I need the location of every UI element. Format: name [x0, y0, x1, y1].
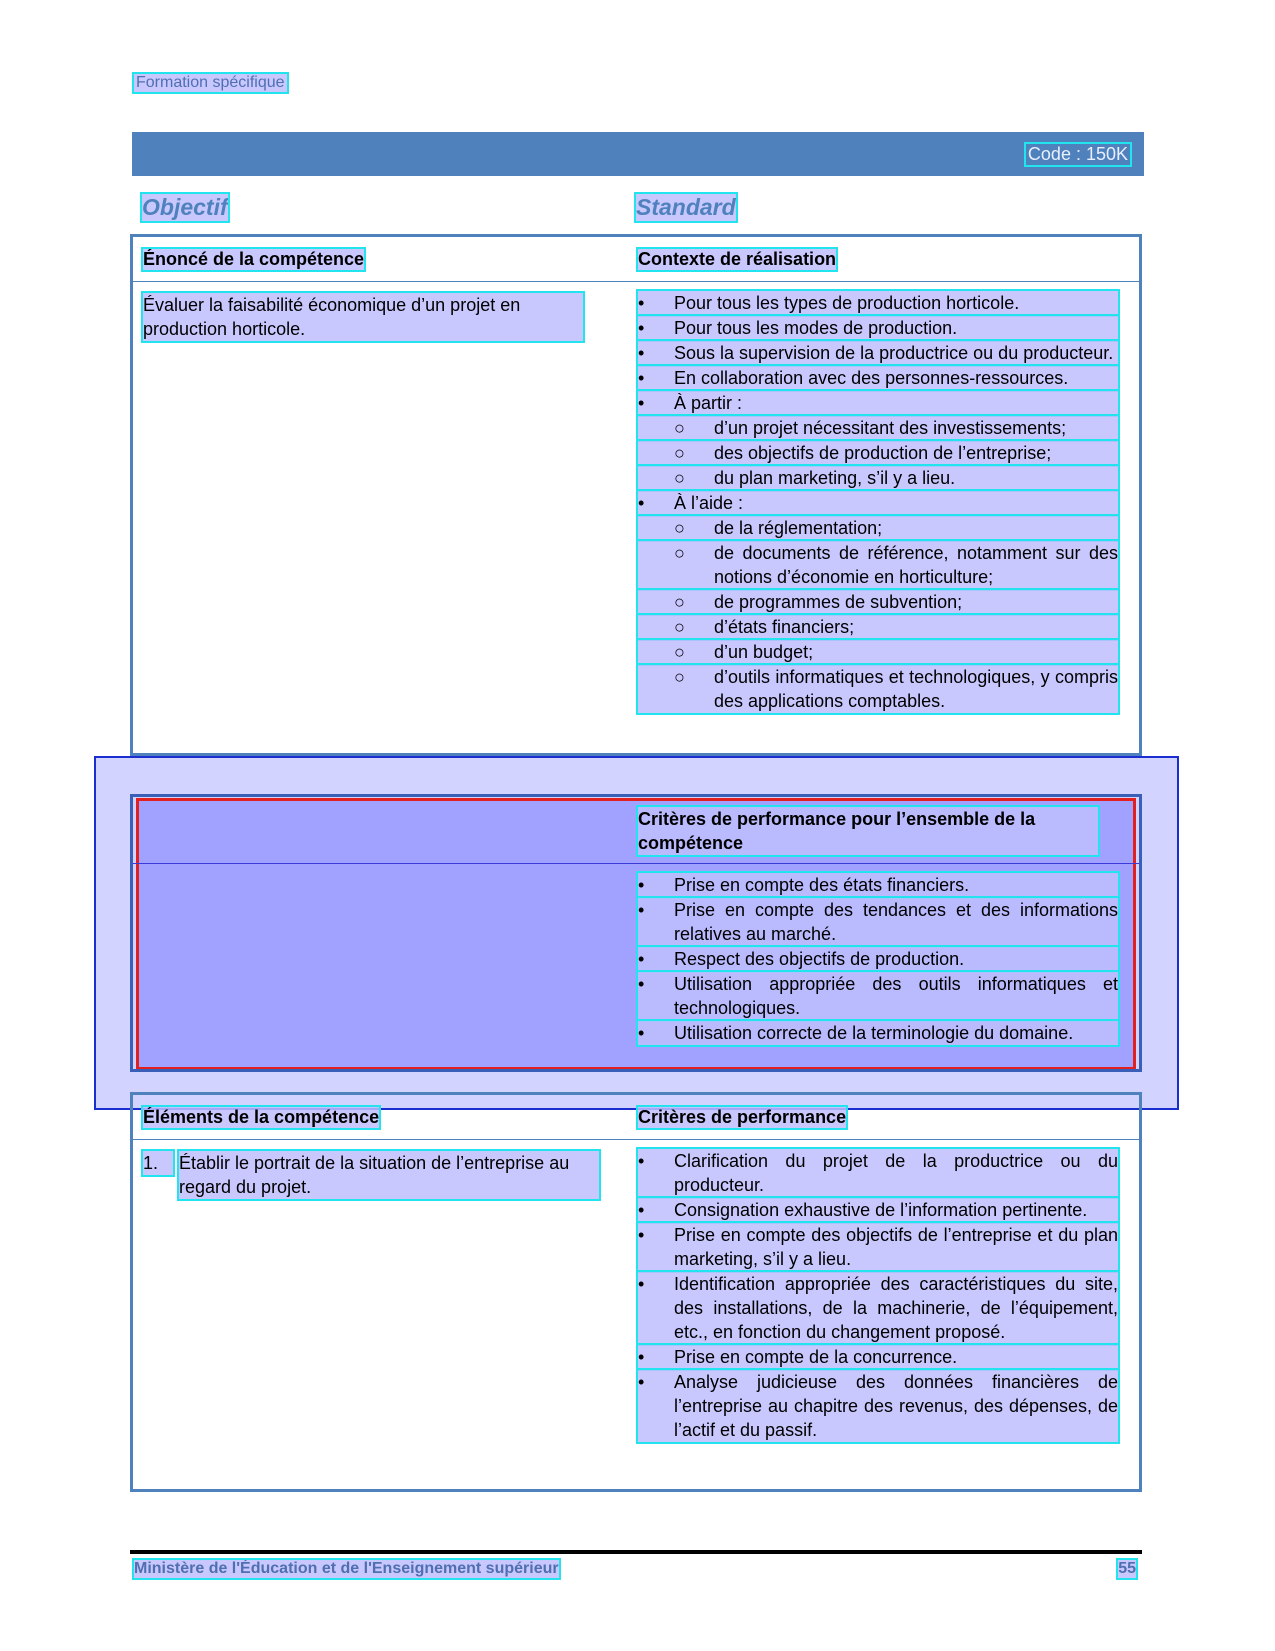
elements-heading: Éléments de la compétence — [143, 1107, 380, 1127]
page-number: 55 — [1118, 1560, 1136, 1577]
list-item: • Respect des objectifs de production. — [638, 947, 1118, 971]
divider — [133, 863, 1139, 864]
circle-bullet-icon: ○ — [674, 543, 685, 563]
circle-bullet-icon: ○ — [674, 418, 685, 438]
circle-bullet-icon: ○ — [674, 518, 685, 538]
contexte-heading: Contexte de réalisation — [638, 249, 837, 269]
enonce-heading: Énoncé de la compétence — [143, 249, 365, 269]
list-item: ○ d’états financiers; — [638, 615, 1118, 639]
bullet-icon: • — [638, 1151, 645, 1171]
element-number: 1. — [143, 1151, 173, 1175]
list-item: ○ du plan marketing, s’il y a lieu. — [638, 466, 1118, 490]
competency-code: Code : 150K — [1027, 144, 1128, 164]
bullet-icon: • — [638, 1274, 645, 1294]
list-item: ○ d’un projet nécessitant des investissements; — [638, 416, 1118, 440]
competence-box — [130, 234, 1142, 756]
criteria-list — [638, 1149, 1118, 1443]
circle-bullet-icon: ○ — [674, 617, 685, 637]
list-item: • À l’aide : — [638, 491, 1118, 515]
bullet-icon: • — [638, 949, 645, 969]
criteria-overall-heading: Critères de performance pour l’ensemble de la compétence — [638, 807, 1098, 855]
list-item: • Prise en compte des tendances et des informations relatives au marché. — [638, 900, 1118, 944]
objectif-heading: Objectif — [142, 194, 228, 220]
code-banner — [132, 132, 1144, 176]
criteria-overall-box — [130, 794, 1142, 1072]
footer-ministry: Ministère de l'Éducation et de l'Enseignement supérieur — [134, 1560, 559, 1577]
standard-heading: Standard — [636, 194, 736, 220]
circle-bullet-icon: ○ — [674, 592, 685, 612]
list-item: • Consignation exhaustive de l’information pertinente. — [638, 1198, 1118, 1222]
list-item: • Sous la supervision de la productrice ou du producteur. — [638, 341, 1118, 365]
competence-statement: Évaluer la faisabilité économique d’un projet en production horticole. — [143, 293, 583, 341]
bullet-icon: • — [638, 1347, 645, 1367]
circle-bullet-icon: ○ — [674, 642, 685, 662]
list-item: • Clarification du projet de la productrice ou du producteur. — [638, 1151, 1118, 1195]
list-item: • Prise en compte des objectifs de l’entreprise et du plan marketing, s’il y a lieu. — [638, 1225, 1118, 1269]
bullet-icon: • — [638, 900, 645, 920]
list-item: ○ des objectifs de production de l’entreprise; — [638, 441, 1118, 465]
elements-box — [130, 1092, 1142, 1492]
list-item: • À partir : — [638, 391, 1118, 415]
list-item: • Prise en compte de la concurrence. — [638, 1345, 1118, 1369]
circle-bullet-icon: ○ — [674, 468, 685, 488]
list-item: • Utilisation correcte de la terminologie du domaine. — [638, 1021, 1118, 1045]
bullet-icon: • — [638, 1225, 645, 1245]
divider — [133, 1139, 1139, 1140]
list-item: ○ d’outils informatiques et technologiques, y compris des applications comptables. — [638, 665, 1118, 713]
bullet-icon: • — [638, 318, 645, 338]
list-item: ○ de la réglementation; — [638, 516, 1118, 540]
criteria-overall-list — [638, 873, 1118, 1046]
bullet-icon: • — [638, 1372, 645, 1392]
element-text: Établir le portrait de la situation de l’entreprise au regard du projet. — [179, 1151, 599, 1199]
running-header: Formation spécifique — [136, 74, 285, 91]
list-item: • Prise en compte des états financiers. — [638, 873, 1118, 897]
bullet-icon: • — [638, 875, 645, 895]
list-item: • En collaboration avec des personnes-ressources. — [638, 366, 1118, 390]
criteria-heading: Critères de performance — [638, 1107, 847, 1127]
list-item: • Pour tous les modes de production. — [638, 316, 1118, 340]
footer-rule — [130, 1550, 1142, 1554]
list-item: • Analyse judicieuse des données financières de l’entreprise au chapitre des revenus, des dépenses, de l’actif et du passif. — [638, 1372, 1118, 1440]
circle-bullet-icon: ○ — [674, 443, 685, 463]
list-item: • Pour tous les types de production horticole. — [638, 291, 1118, 315]
bullet-icon: • — [638, 343, 645, 363]
context-list — [638, 291, 1118, 714]
bullet-icon: • — [638, 1023, 645, 1043]
circle-bullet-icon: ○ — [674, 667, 685, 687]
list-item: • Utilisation appropriée des outils informatiques et technologiques. — [638, 974, 1118, 1018]
bullet-icon: • — [638, 1200, 645, 1220]
bullet-icon: • — [638, 393, 645, 413]
list-item: ○ de programmes de subvention; — [638, 590, 1118, 614]
list-item: • Identification appropriée des caractéristiques du site, des installations, de la machinerie, de l’équipement, etc., en fonction du changement proposé. — [638, 1274, 1118, 1342]
list-item: ○ d’un budget; — [638, 640, 1118, 664]
bullet-icon: • — [638, 493, 645, 513]
bullet-icon: • — [638, 974, 645, 994]
bullet-icon: • — [638, 368, 645, 388]
divider — [133, 281, 1139, 282]
bullet-icon: • — [638, 293, 645, 313]
list-item: ○ de documents de référence, notamment sur des notions d’économie en horticulture; — [638, 541, 1118, 589]
